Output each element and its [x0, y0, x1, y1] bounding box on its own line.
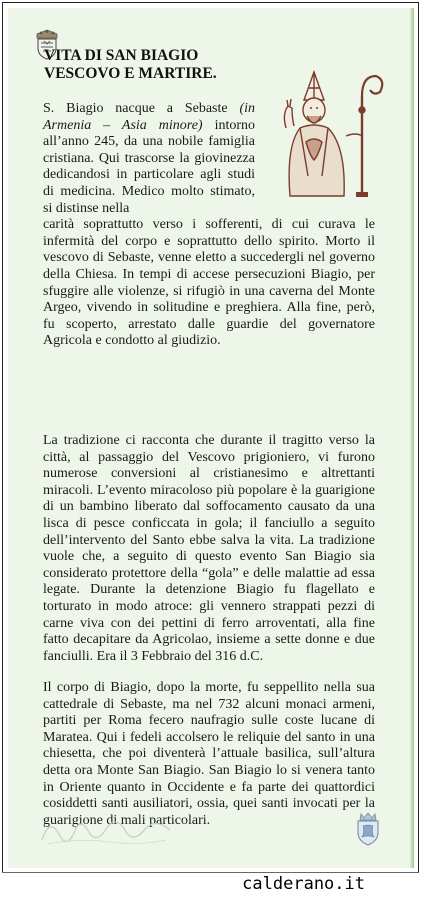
signature-watermark [38, 810, 178, 850]
paragraph-2: La tradizione ci racconta che durante il tragitto verso la città, al passaggio del Vescovo prigioniero, vi furono numerose conversioni al cristianesimo e altrettanti miracoli. L’evento miracoloso più popolare è la guarigione di un bambino liberato dal soffocamento causato da una lisca di pesce conficcata in gola; il fanciullo a seguito dell’intervento del Santo ebbe salva la vita. La tradizione vuole che, a seguito di questo evento San Biagio sia considerato protettore della “gola” e delle malattie ad essa legate. Durante la detenzione Biagio fu flagellato e torturato in modo atroce: gli vennero strappati pezzi di carne viva con dei pettini di ferro arroventati, alla fine fatto decapitare da Agricolao, insieme a sette donne e due fanciulli. Era il 3 Febbraio del 316 d.C. [43, 433, 375, 664]
paragraph-1-lead: S. Biagio nacque a Sebaste [43, 101, 228, 116]
paragraph-1-rest-b: carità soprattutto verso i sofferenti, di cui curava le infermità del corpo e soprattutto dello spirito. Morto il vescovo di Sebaste, venne eletto a succedergli nel governo della Chiesa. In tempi di accese persecuzioni Biagio, per sfuggire alle violenze, si rifugiò in una caverna del Monte Argeo, vivendo in solitudine e preghiera. Alla fine, però, fu scoperto, arrestato dalle guardie del governatore Agricola e condotto al giudizio. [43, 217, 375, 349]
paragraph-1-italic: (in Armenia – Asia minore) [43, 101, 255, 133]
paragraph-1-rest-a: intorno all’anno 245, da una nobile famiglia cristiana. Qui trascorse la giovinezza dedicandosi in particolare agli studi di medicina. Medico molto stimato, si distinse nella [43, 117, 256, 216]
paragraph-3: Il corpo di Biagio, dopo la morte, fu seppellito nella sua cattedrale di Sebaste, ma nel 732 alcuni monaci armeni, partiti per Roma fecero naufragio sulle coste lucane di Maratea. Qui i fedeli accolsero le reliquie del santo in una chiesetta, che poi diventerà l’attuale basilica, sull’altura detta ora Monte San Biagio. San Biagio lo si venera tanto in Oriente quanto in Occidente e fa parte dei quattordici cosiddetti santi ausiliatori, ossia, quei santi invocati per la guarigione di mali particolari. [43, 680, 375, 828]
title-line-2: VESCOVO E MARTIRE. [44, 65, 217, 82]
footer-site-label: calderano.it [242, 874, 365, 894]
coat-of-arms-icon [355, 812, 381, 846]
paragraph-1-lead-block [43, 101, 255, 217]
paragraph-1 [43, 101, 375, 350]
title-line-1: VITA DI SAN BIAGIO [44, 47, 199, 64]
